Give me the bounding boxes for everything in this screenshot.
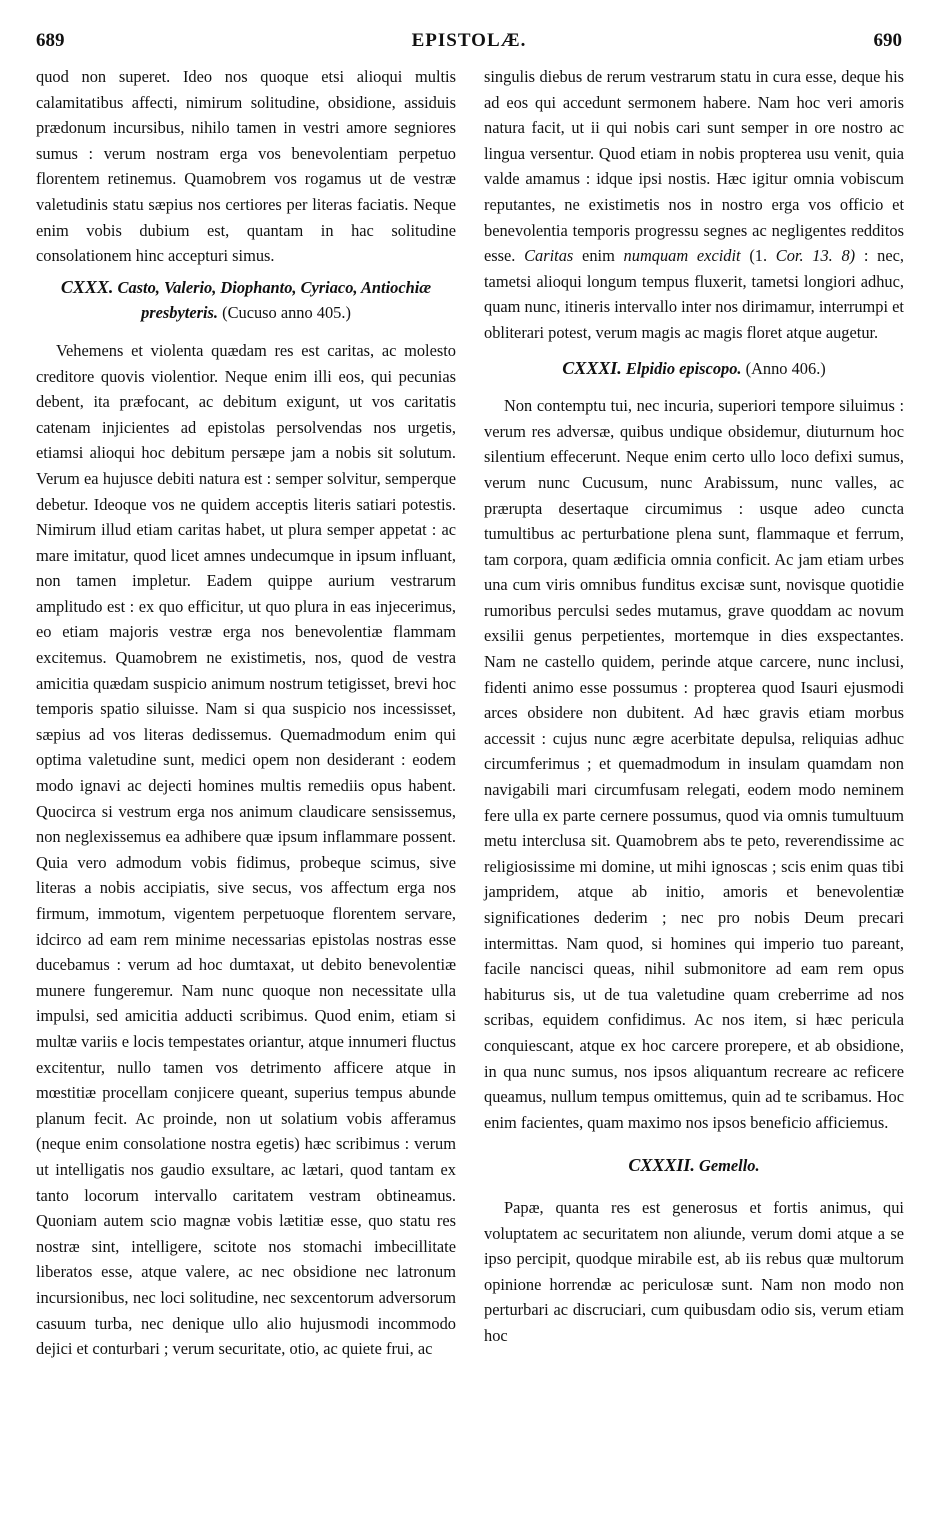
letter-heading-130	[36, 275, 456, 326]
letter-heading-131	[484, 356, 904, 382]
letter-number: CXXXII.	[628, 1155, 695, 1176]
scripture-quote: numquam excidit	[623, 246, 741, 266]
quote-intro: Caritas	[524, 246, 574, 266]
letter-number: CXXXI.	[562, 357, 622, 378]
running-title: EPISTOLÆ.	[411, 30, 527, 51]
letter-body-132: Papæ, quanta res est generosus et fortis animus, qui voluptatem ac securitatem non aliunde, verum domi atque a se ipso percipit, quodque mirabile est, ab iis rebus quæ multorum opinione horrendæ ac periculosæ sunt. Nam non modo non perturbari ac discruciari, cum quibusdam odio sis, verum etiam hoc	[484, 1197, 904, 1345]
letter-date: (Anno 406.)	[745, 358, 826, 378]
letter-number: CXXX.	[60, 276, 114, 297]
scripture-ref: Cor. 13. 8)	[775, 246, 856, 266]
scripture-ref-open: (1.	[749, 246, 768, 266]
page-number-right: 690	[873, 30, 902, 51]
letter-body-131: Non contemptu tui, nec incuria, superiori tempore siluimus : verum res adversæ, quibus undique obsidemur, diuturnum hoc silentium effecerunt. Neque enim certo ullo loco defixi sumus, verum nunc Cucusum, nunc Arabissum, nunc valles, ac prærupta desertaque circumimus : usque adeo cuncta tumultibus ac perturbatione plena sunt, flammaque et ferrum, tam corpora, quam ædificia omnia conficit. Ac jam etiam urbes una cum viris omnibus funditus excisæ sunt, novisque quotidie rumoribus perculsi sedes mutamus, grave quoddam ac novum exsilii genus perpetientes, mortemque in dies exspectantes. Nam ne castello quidem, perinde atque carcere, nunc inclusi, fidenti animo esse possumus : propterea quod Isauri ejusmodi arces obsidere non dubitent. Ad hæc gravis etiam morbus accessit : cujus nunc ægre acerbitate depulsa, reliquias adhuc circumferimus ; et quemadmodum in insulam quamdam non navigabili mari circumfusam relegati, eodem modo neminem fere ulla ex parte cernere possumus, quod via omnis tumultuum metu interclusa sit. Quamobrem abs te peto, reverendissime ac religiosissime mi domine, ut mihi ignoscas ; scis enim quas tibi jampridem, atque ab initio, amoris et benevolentiæ significationes dederim ; nec pro nobis Deum precari intermittas. Nam quod, si homines qui imperio tuo pareant, facile nancisci queas, nihil submonitore ad eam rem opus habiturus sis, ut de tua valetudine quam creberrime ad nos scribas, equidem confidimus. Ac nos item, si hæc pericula conquiescant, atque ex hoc carcere prorepere, et ab obsidione, in qua nunc sumus, nos ipsos aliquantum recreare ac reficere queamus, nullum tempus omittemus, quin ad te scribamus. Hoc enim facientes, quam maximo nos ipsos beneficio afficiemus.	[484, 396, 904, 1132]
left-column	[36, 64, 456, 1362]
letter-addressees: Elpidio episcopo.	[625, 358, 742, 378]
quote-mid: enim	[582, 246, 615, 266]
letter-addressees: Gemello.	[699, 1156, 760, 1176]
right-column	[484, 64, 904, 1349]
after-quote: : nec, tametsi alioqui longum tempus fluxerit, tametsi longiori adhuc, quam nunc, itineris intervallo inter nos dirimamur, interrumpi et obliterari potest, verum magis ac magis floret atque augetur.	[484, 246, 904, 342]
continuation-paragraph-right	[484, 64, 904, 346]
continuation-paragraph: quod non superet. Ideo nos quoque etsi alioqui multis calamitatibus affecti, nimirum solitudine, obsidione, assiduis prædonum incursibus, nihilo tamen in vestri amore segniores sumus : verum nostram erga vos benevolentiam perpetuo florentem retinemus. Quamobrem vos rogamus ut de vestræ valetudinis statu sæpius nos certiores per literas faciatis. Neque enim vobis dubium est, quantam in hac solitudine consolationem hinc accepturi simus.	[36, 67, 456, 266]
letter-date: (Cucuso anno 405.)	[222, 303, 351, 323]
letter-addressees: Casto, Valerio, Diophanto, Cyriaco, Antiochiæ presbyteris.	[117, 277, 432, 323]
letter-body-130: Vehemens et violenta quædam res est caritas, ac molesto creditore quovis violentior. Neque enim illi eos, qui pecunias debent, ita præfocant, ac debitum exigunt, ut vos caritatis catenam injicientes ad epistolas persolvendas nos urgetis, etiamsi alioqui hoc debitum persæpe jam a nobis sit solutum. Verum ea hujusce debiti natura est : semper solvitur, semperque debetur. Ideoque vos ne quidem acceptis literis satiari potestis. Nimirum illud etiam caritas habet, ut plura semper appetat : ac mare imitatur, quod licet amnes undecumque in ipsum influant, non tamen impletur. Eadem quippe aurium vestrarum amplitudo est : ex quo efficitur, ut quo plura in eas injecerimus, eo etiam majoris vestræ erga nos benevolentiæ flammam excitemus. Quamobrem ne existimetis, nos, quod de vestra amicitia quædam suspicio animum nostrum tetigisset, brevi hoc temporis spatio siluisse. Nam si qua suspicio nos incessisset, sæpius ad vos literas dedissemus. Quemadmodum enim qui optima valetudine sunt, medici opem non desiderant : eodem modo ignavi ac dejecti homines multis remediis opus habent. Quocirca si vestrum erga nos animum claudicare sensissemus, non neglexissemus ea adhibere quæ ipsum inflammare possent. Quia vero admodum vobis fidimus, probeque scimus, sive literas a nobis accipiatis, sive secus, vos affectum erga nos firmum, immotum, vigentem perpetuoque florentem servare, idcirco ad eam rem minime necessarias epistolas nostras esse ducebamus : verum ad hoc dumtaxat, ut debito benevolentiæ munere fungeremur. Nam nunc quoque non necessitate ulla impulsi, sed amicitia adducti scribimus. Quod enim, etiam si multæ variis e locis tempestates oriantur, atque innumeri fluctus excitentur, nullo tamen vos detrimento afficere atque in mœstitiæ procellam conjicere queant, superius tempus abunde planum fecit. Ac proinde, non ut solatium vobis afferamus (neque enim consolatione nostra egetis) hæc scribimus : verum ut intelligatis nos gaudio exsultare, ac lætari, quod tantam ex tanto locorum intervallo caritatem vestram obtineamus. Quoniam autem scio magnæ vobis lætitiæ esse, quo statu res nostræ sint, intelligere, scitote nos stomachi imbecillitate liberatos esse, atque valere, ac nec obsidione nec latronum incursionibus, nec loci solitudine, nec sexcentorum adversorum casuum turba, nec denique ullo alio hujusmodi incommodo dejici et conturbari ; verum securitate, otio, ac quiete frui, ac	[36, 340, 456, 1359]
page-header	[36, 30, 902, 60]
letter-heading-132	[484, 1153, 904, 1179]
page-number-left: 689	[36, 30, 65, 51]
continuation-text: singulis diebus de rerum vestrarum statu in cura esse, deque his ad eos qui accedunt sermonem habere. Nam hoc veri amoris natura facit, ut ii qui nobis cari sunt semper in ore nostro ac lingua versentur. Quod etiam in nobis propterea usu venit, quia valde amamus : idque ipsi nostis. Hæc igitur omnia vobiscum reputantes, ne existimetis nos in nostro erga vos officio et benevolentia temporis progressu segnes ac negligentes redditos esse.	[484, 67, 904, 266]
